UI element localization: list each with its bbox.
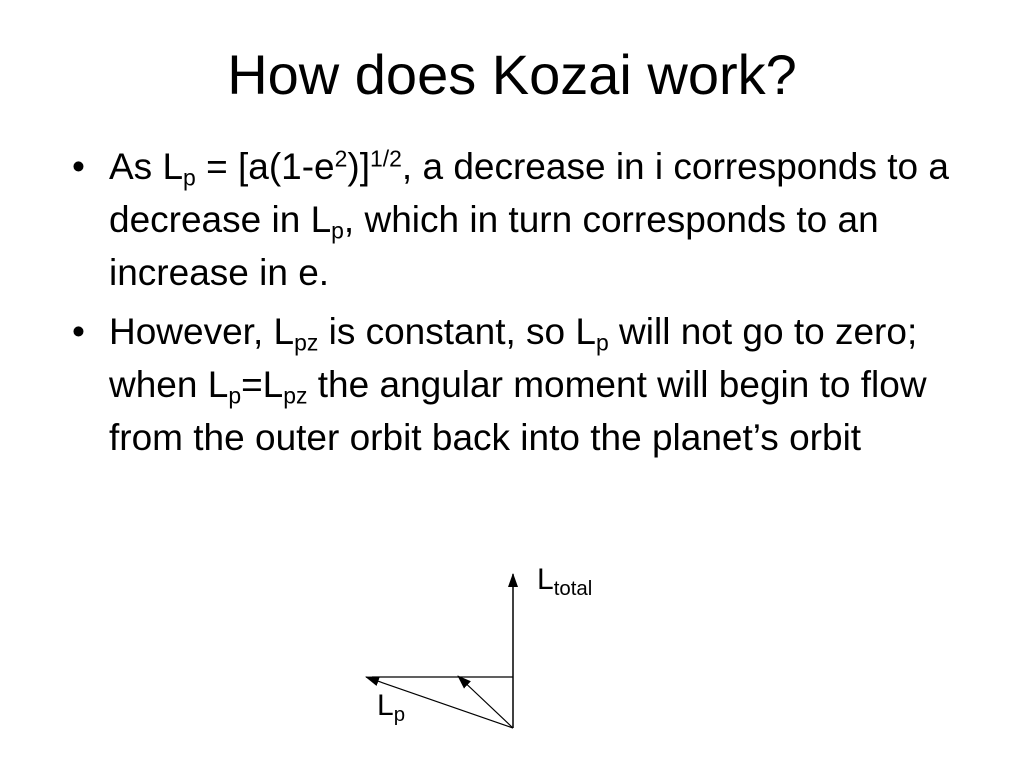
bullet-2-sub-4: pz <box>283 382 308 409</box>
bullet-1-sup-1: 2 <box>334 145 348 172</box>
bullet-2-part-2: is constant, so L <box>318 311 596 352</box>
bullet-1-part-3: )] <box>347 146 371 187</box>
bullet-list <box>72 140 952 470</box>
bullet-1-part-1: As L <box>109 146 184 187</box>
l-p-label-main: L <box>377 689 394 722</box>
bullet-2-part-4: =L <box>241 364 284 405</box>
l-total-label <box>537 562 593 601</box>
bullet-2-sub-2: p <box>595 329 609 356</box>
bullet-1-part-4: , a decrease in i corresponds to a decrease in L <box>109 146 949 240</box>
bullet-2-sub-1: pz <box>294 329 319 356</box>
intermediate-vector <box>458 676 513 728</box>
bullet-1-sub-1: p <box>183 164 196 191</box>
slide-title: How does Kozai work? <box>227 43 797 106</box>
bullet-1-sub-2: p <box>331 217 344 244</box>
l-total-label-main: L <box>537 563 554 596</box>
bullet-dot-icon: • <box>72 146 85 187</box>
bullet-2-part-3: will not go to zero; when L <box>109 311 918 405</box>
bullet-1-sup-2: 1/2 <box>370 145 402 172</box>
bullet-item-2 <box>72 305 952 464</box>
bullet-2-part-1: However, L <box>109 311 295 352</box>
bullet-1-part-2: = [a(1-e <box>195 146 335 187</box>
bullet-1-part-5: , which in turn corresponds to an increase in e. <box>109 199 879 293</box>
bullet-1-text <box>109 146 949 293</box>
bullet-2-text <box>109 311 927 458</box>
bullet-2-part-5: the angular moment will begin to flow from the outer orbit back into the planet’s orbit <box>109 364 927 458</box>
bullet-item-1 <box>72 140 952 299</box>
bullet-2-sub-3: p <box>228 382 242 409</box>
bullet-dot-icon: • <box>72 311 85 352</box>
l-p-label <box>377 688 406 727</box>
l-total-label-sub: total <box>553 578 593 601</box>
l-p-label-sub: p <box>393 704 406 727</box>
angular-momentum-diagram <box>350 560 650 740</box>
